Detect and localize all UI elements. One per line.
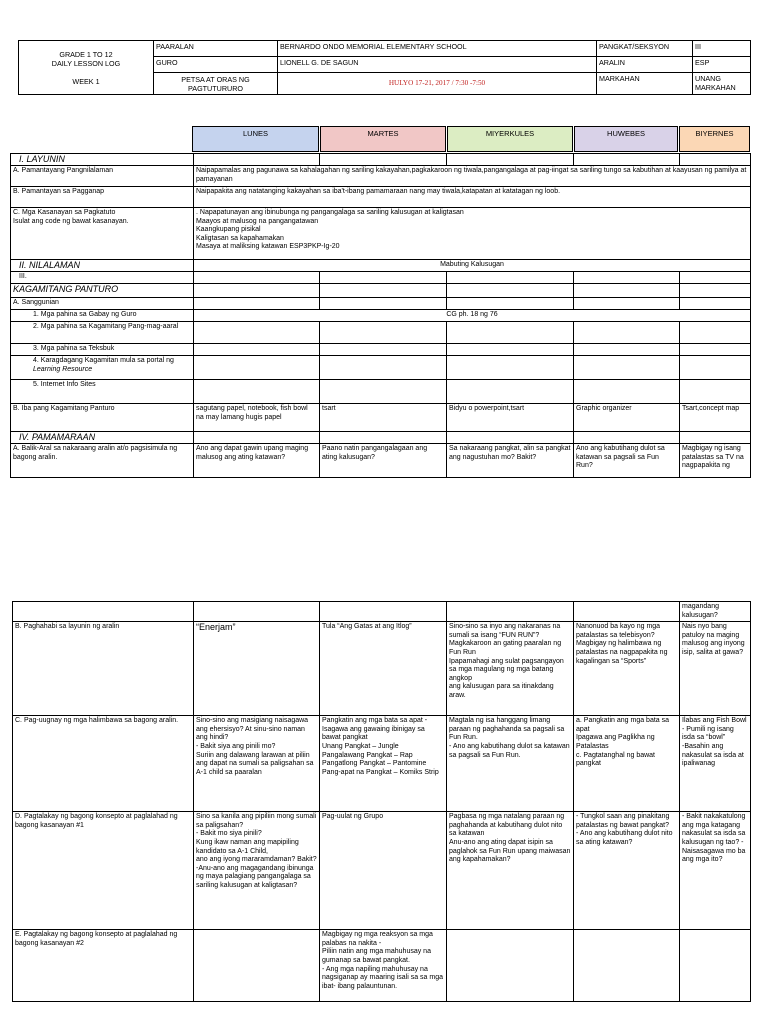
markahan-label: MARKAHAN — [597, 73, 693, 95]
layunin-heading: I. LAYUNIN — [11, 154, 194, 166]
day-biyernes: BIYERNES — [679, 126, 750, 152]
pagtalakay-2-huwebes — [574, 930, 680, 1002]
balik-aral-biyernes: Magbigay ng isang patalastas sa TV na nagpapakita ng — [680, 444, 751, 478]
kasanayan-value: . Napapatunayan ang ibinubunga ng pangangalaga sa sariling kalusugan at kaligtasan Maayos at malusog na pangangatawan Kaangkupang pisikal Kaligtasan sa kapahamakan Masaya at maliksing katawan ESP3PKP-Ig-20 — [194, 208, 751, 260]
internet-sites-label: 5. Internet Info Sites — [11, 380, 194, 404]
pamantayan-pagganap-value: Naipapakita ang natatanging kakayahan sa iba't-ibang pamamaraan nang may tiwala,katapatan at katatagan ng loob. — [194, 187, 751, 208]
pamamaraan-heading: IV. PAMAMARAAN — [11, 432, 194, 444]
balik-aral-huwebes: Ano ang kabutihang dulot sa katawan sa pagsali sa Fun Run? — [574, 444, 680, 478]
pangkat-value: III — [693, 41, 751, 57]
gabay-guro-value: CG ph. 18 ng 76 — [194, 310, 751, 322]
paghahabi-miyerkules: Sino-sino sa inyo ang nakaranas na sumali sa isang “FUN RUN”? Magkakaroon an gating paaralan ng Fun Run Ipapamahagi ang sulat pagsangayon sa mga magulang ng mga batang angkop ang kalusugan para sa itinakdang araw. — [447, 622, 574, 716]
learning-resource-label: 4. Karagdagang Kagamitan mula sa portal ng Learning Resource — [11, 356, 194, 380]
lesson-table-1 — [10, 153, 751, 478]
pag-uugnay-huwebes: a. Pangkatin ang mga bata sa apat Ipagawa ang Paglikha ng Patalastas c. Pagtatanghal ng bawat pangkat — [574, 716, 680, 812]
header-title: GRADE 1 TO 12 DAILY LESSON LOG WEEK 1 — [19, 41, 154, 95]
nilalaman-heading: II. NILALAMAN — [11, 260, 194, 272]
day-miyerkules: MIYERKULES — [447, 126, 573, 152]
petsa-value: HULYO 17-21, 2017 / 7:30 -7:50 — [278, 73, 597, 95]
kagamitan-huwebes: Graphic organizer — [574, 404, 680, 432]
pagtalakay-1-miyerkules: Pagbasa ng mga natalang paraan ng paghahanda at kabutihang dulot nito sa katawan Anu-ano ang ating dapat isipin sa paglahok sa Fun Run upang maiwasan ang kapahamakan? — [447, 812, 574, 930]
nilalaman-value: Mabuting Kalusugan — [194, 260, 751, 272]
iba-pang-kagamitan-label: B. Iba pang Kagamitang Panturo — [11, 404, 194, 432]
pamantayang-pangnilalaman-value: Naipapamalas ang pagunawa sa kahalagahan ng sariling kakayahan,pagkakaroon ng tiwala,pangangalaga at pag-iingat sa sariling tungo sa kabutihan at kaayusan ng pamilya at pamayanan — [194, 166, 751, 187]
kagamitan-miyerkules: Bidyu o powerpoint,tsart — [447, 404, 574, 432]
pagtalakay-2-martes: Magbigay ng mga reaksyon sa mga palabas na nakita - Piliin natin ang mga mahuhusay na gumanap sa bawat pangkat. - Ang mga napiling mahuhusay na nagsiganap ay maaring isali sa sa mga ibat- ibang palauntunan. — [320, 930, 447, 1002]
pagtalakay-1-lunes: Sino sa kanila ang pipiliin mong sumali sa paligsahan? - Bakit mo siya pinili? Kung ikaw naman ang mapipiling kandidato sa A-1 Child, ano ang iyong mararamdaman? Bakit? -Anu-ano ang magagandang ibinunga ng maya palagiang pangangalaga sa sariling kalusugan at kaligtasan? — [194, 812, 320, 930]
kasanayan-label: C. Mga Kasanayan sa Pagkatuto Isulat ang code ng bawat kasanayan. — [11, 208, 194, 260]
petsa-label: PETSA AT ORAS NG PAGTUTURURO — [154, 73, 278, 95]
paghahabi-lunes: “Enerjam” — [194, 622, 320, 716]
pagtalakay-1-martes: Pag-uulat ng Grupo — [320, 812, 447, 930]
paghahabi-huwebes: Nanonuod ba kayo ng mga patalastas sa telebisyon? Magbigay ng halimbawa ng patalastas na nagpapakita ng kagalingan sa “Sports” — [574, 622, 680, 716]
pagtalakay-2-biyernes — [680, 930, 751, 1002]
kagamitan-martes: tsart — [320, 404, 447, 432]
pagtalakay-1-label: D. Pagtalakay ng bagong konsepto at paglalahad ng bagong kasanayan #1 — [13, 812, 194, 930]
balik-aral-lunes: Ano ang dapat gawin upang maging malusog ang ating katawan? — [194, 444, 320, 478]
kagamitan-lunes: sagutang papel, notebook, fish bowl na may lamang hugis papel — [194, 404, 320, 432]
kagamitan-biyernes: Tsart,concept map — [680, 404, 751, 432]
paghahabi-label: B. Paghahabi sa layunin ng aralin — [13, 622, 194, 716]
balik-aral-label: A. Balik-Aral sa nakaraang aralin at/o pagsisimula ng bagong aralin. — [11, 444, 194, 478]
pag-uugnay-martes: Pangkatin ang mga bata sa apat - Isagawa ang gawaing ibinigay sa bawat pangkat Unang Pangkat – Jungle Pangalawang Pangkat – Rap Pangatlong Pangkat – Pantomine Pang-apat na Pangkat – Komiks Strip — [320, 716, 447, 812]
pamantayang-pangnilalaman-label: A. Pamantayang Pangnilalaman — [11, 166, 194, 187]
day-header-row — [192, 126, 750, 152]
sanggunian-label: A. Sanggunian — [11, 298, 194, 310]
pagtalakay-1-biyernes: - Bakit nakakatulong ang mga katagang nakasulat sa isda sa kalusugan ng tao? - Naisasagawa mo ba ang mga ito? — [680, 812, 751, 930]
pagtalakay-2-miyerkules — [447, 930, 574, 1002]
day-martes: MARTES — [320, 126, 446, 152]
biyernes-continuation: magandang kalusugan? — [680, 602, 751, 622]
pamantayan-pagganap-label: B. Pamantayan sa Pagganap — [11, 187, 194, 208]
paaralan-value: BERNARDO ONDO MEMORIAL ELEMENTARY SCHOOL — [278, 41, 597, 57]
pag-uugnay-label: C. Pag-uugnay ng mga halimbawa sa bagong aralin. — [13, 716, 194, 812]
teksbuk-label: 3. Mga pahina sa Teksbuk — [11, 344, 194, 356]
gabay-guro-label: 1. Mga pahina sa Gabay ng Guro — [11, 310, 194, 322]
markahan-value: UNANG MARKAHAN — [693, 73, 751, 95]
kagamitang-mag-aaral-label: 2. Mga pahina sa Kagamitang Pang-mag-aaral — [11, 322, 194, 344]
pag-uugnay-lunes: Sino-sino ang masigiang naisagawa ang ehersisyo? At sinu-sino naman ang hindi? - Bakit siya ang pinili mo? Suriin ang dalawang larawan at piliin ang dapat na sumali sa paligsahan sa A-1 child sa paaralan — [194, 716, 320, 812]
balik-aral-martes: Paano natin pangangalagaan ang ating kalusugan? — [320, 444, 447, 478]
pag-uugnay-biyernes: Ilabas ang Fish Bowl - Pumili ng isang isda sa “bowl” -Basahin ang nakasulat sa isda at ipaliwanag — [680, 716, 751, 812]
paghahabi-biyernes: Nais nyo bang patuloy na maging malusog ang inyong isip, salita at gawa? — [680, 622, 751, 716]
header-table — [18, 40, 751, 95]
aralin-label: ARALIN — [597, 57, 693, 73]
lesson-table-2 — [12, 601, 751, 1002]
paghahabi-martes: Tula “Ang Gatas at ang Itlog” — [320, 622, 447, 716]
pagtalakay-2-label: E. Pagtalakay ng bagong konsepto at paglalahad ng bagong kasanayan #2 — [13, 930, 194, 1002]
pag-uugnay-miyerkules: Magtala ng isa hanggang limang paraan ng paghahanda sa pagsali sa Fun Run. - Ano ang kabutihang dulot sa katawan sa pagsali sa Fun Run. — [447, 716, 574, 812]
guro-label: GURO — [154, 57, 278, 73]
kagamitan-heading: KAGAMITANG PANTURO — [11, 284, 194, 298]
day-lunes: LUNES — [192, 126, 319, 152]
pagtalakay-1-huwebes: - Tungkol saan ang pinakitang patalastas ng bawat pangkat? - Ano ang kabutihang dulot nito sa ating katawan? — [574, 812, 680, 930]
guro-value: LIONELL G. DE SAGUN — [278, 57, 597, 73]
pagtalakay-2-lunes — [194, 930, 320, 1002]
pangkat-label: PANGKAT/SEKSYON — [597, 41, 693, 57]
day-huwebes: HUWEBES — [574, 126, 678, 152]
aralin-value: ESP — [693, 57, 751, 73]
iii-heading: III. — [11, 272, 194, 284]
balik-aral-miyerkules: Sa nakaraang pangkat, alin sa pangkat ang nagustuhan mo? Bakit? — [447, 444, 574, 478]
paaralan-label: PAARALAN — [154, 41, 278, 57]
